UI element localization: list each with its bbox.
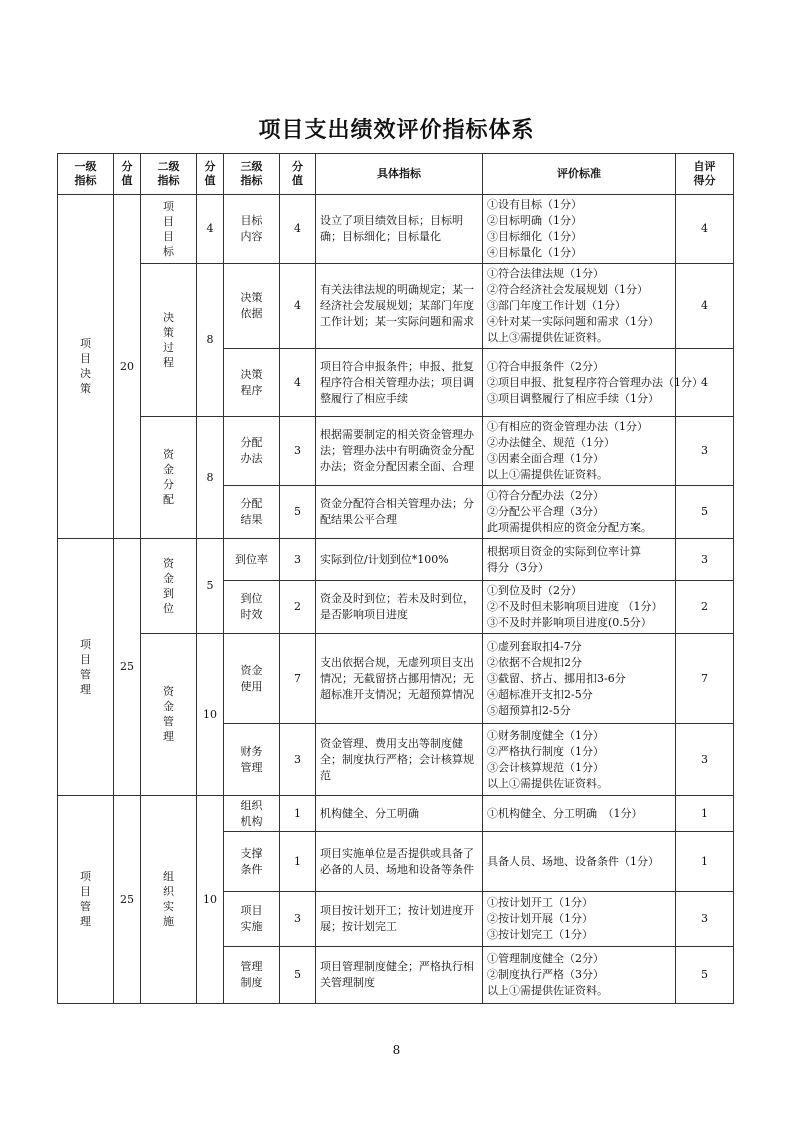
level3-score: 2 bbox=[280, 581, 316, 634]
level1-score: 25 bbox=[114, 796, 141, 1004]
criteria-line: ①符合法律法规（1分） bbox=[487, 267, 604, 280]
level2-name-cell bbox=[141, 539, 197, 634]
indicator-text: 资金管理、费用支出等制度健全；制度执行严格；会计核算规范 bbox=[316, 724, 483, 796]
level3-score: 4 bbox=[280, 349, 316, 417]
criteria-line: ③部门年度工作计划（1分） bbox=[487, 299, 626, 312]
level3-score: 4 bbox=[280, 264, 316, 349]
criteria-cell bbox=[483, 264, 676, 349]
level3-score: 1 bbox=[280, 796, 316, 832]
evaluation-table bbox=[57, 153, 734, 1004]
criteria-line: ①管理制度健全（2分） bbox=[487, 952, 604, 965]
page-title: 项目支出绩效评价指标体系 bbox=[258, 118, 535, 143]
level2-name-cell bbox=[141, 195, 197, 264]
header-level3: 三级 指标 bbox=[224, 154, 280, 195]
level2-score: 10 bbox=[197, 796, 224, 1004]
indicator-text: 资金分配符合相关管理办法；分配结果公平合理 bbox=[316, 486, 483, 539]
table-row bbox=[58, 417, 734, 486]
level1-name: 项目决策 bbox=[80, 337, 91, 395]
level1-score: 20 bbox=[114, 195, 141, 539]
self-score: 3 bbox=[676, 892, 734, 947]
criteria-line: ①机构健全、分工明确 （1分） bbox=[487, 806, 643, 820]
indicator-text: 资金及时到位；若未及时到位，是否影响项目进度 bbox=[316, 581, 483, 634]
criteria-line: ①设有目标（1分） bbox=[487, 198, 582, 211]
level3-score: 3 bbox=[280, 539, 316, 581]
indicator-text: 实际到位/计划到位*100% bbox=[316, 539, 483, 581]
level3-score: 3 bbox=[280, 417, 316, 486]
criteria-line: 根据项目资金的实际到位率计算 bbox=[487, 544, 641, 558]
criteria-cell bbox=[483, 947, 676, 1004]
criteria-line: ①财务制度健全（1分） bbox=[487, 728, 604, 742]
criteria-line: ③因素全面合理（1分） bbox=[487, 452, 604, 465]
criteria-cell bbox=[483, 724, 676, 796]
self-score: 4 bbox=[676, 349, 734, 417]
criteria-line: ①虚列套取扣4-7分 bbox=[487, 639, 582, 653]
criteria-line: ④目标量化（1分） bbox=[487, 246, 582, 259]
criteria-cell bbox=[483, 349, 703, 417]
criteria-line: ②分配公平合理（3分） bbox=[487, 505, 604, 518]
indicator-text: 项目按计划开工；按计划进度开展；按计划完工 bbox=[316, 892, 483, 947]
self-score: 3 bbox=[676, 417, 734, 486]
criteria-line: ②按计划开展（1分） bbox=[487, 912, 593, 925]
level2-name: 资金管理 bbox=[163, 685, 174, 743]
self-score: 7 bbox=[676, 634, 734, 724]
indicator-text: 支出依据合规，无虚列项目支出情况；无截留挤占挪用情况；无超标准开支情况；无超预算情况 bbox=[316, 634, 483, 724]
indicator-text: 项目实施单位是否提供或具备了必备的人员、场地和设备等条件 bbox=[316, 832, 483, 892]
level3-name: 支撑 条件 bbox=[224, 832, 280, 892]
criteria-line: ②办法健全、规范（1分） bbox=[487, 436, 615, 449]
level2-name-cell bbox=[141, 796, 197, 1004]
level2-name: 决策过程 bbox=[163, 310, 174, 369]
table-body bbox=[58, 195, 734, 1004]
table-row bbox=[58, 195, 734, 264]
criteria-cell bbox=[483, 581, 676, 634]
self-score: 1 bbox=[676, 832, 734, 892]
criteria-cell bbox=[483, 417, 676, 486]
level3-name: 目标 内容 bbox=[224, 195, 280, 264]
level3-score: 4 bbox=[280, 195, 316, 264]
level3-name: 到位 时效 bbox=[224, 581, 280, 634]
criteria-line: 以上①需提供佐证资料。 bbox=[487, 776, 608, 790]
criteria-cell bbox=[483, 195, 676, 264]
criteria-line: ①按计划开工（1分） bbox=[487, 896, 593, 909]
criteria-line: 以上①需提供佐证资料。 bbox=[487, 984, 608, 997]
level3-name: 财务 管理 bbox=[224, 724, 280, 796]
indicator-text: 项目符合申报条件；申报、批复程序符合相关管理办法；项目调整履行了相应手续 bbox=[316, 349, 483, 417]
indicator-text: 设立了项目绩效目标；目标明确；目标细化；目标量化 bbox=[316, 195, 483, 264]
level2-name-cell bbox=[141, 417, 197, 539]
criteria-line: ①符合申报条件（2分） bbox=[487, 359, 604, 373]
criteria-cell bbox=[483, 539, 676, 581]
level3-score: 3 bbox=[280, 724, 316, 796]
level3-name: 资金 使用 bbox=[224, 634, 280, 724]
header-score3: 分 值 bbox=[280, 154, 316, 195]
level3-score: 5 bbox=[280, 947, 316, 1004]
self-score: 3 bbox=[676, 724, 734, 796]
criteria-line: 具备人员、场地、设备条件（1分） bbox=[487, 854, 659, 868]
indicator-text: 项目管理制度健全；严格执行相关管理制度 bbox=[316, 947, 483, 1004]
level2-name: 组织实施 bbox=[163, 870, 174, 928]
criteria-cell bbox=[483, 796, 676, 832]
table-row bbox=[58, 796, 734, 832]
level3-score: 3 bbox=[280, 892, 316, 947]
table-row bbox=[58, 634, 734, 724]
criteria-line: ③目标细化（1分） bbox=[487, 230, 582, 243]
page-number: 8 bbox=[392, 1043, 401, 1057]
level3-name: 管理 制度 bbox=[224, 947, 280, 1004]
criteria-cell bbox=[483, 634, 676, 724]
level1-name-cell bbox=[58, 195, 114, 539]
indicator-text: 机构健全、分工明确 bbox=[316, 796, 483, 832]
self-score: 4 bbox=[676, 195, 734, 264]
table-row bbox=[58, 539, 734, 581]
criteria-line: ②目标明确（1分） bbox=[487, 214, 582, 227]
header-level2: 二级 指标 bbox=[141, 154, 197, 195]
header-level1: 一级 指标 bbox=[58, 154, 114, 195]
header-score2: 分 值 bbox=[197, 154, 224, 195]
header-self-score: 自评 得分 bbox=[676, 154, 734, 195]
level2-name-cell bbox=[141, 634, 197, 796]
level2-score: 5 bbox=[197, 539, 224, 634]
self-score: 5 bbox=[676, 486, 734, 539]
level2-score: 10 bbox=[197, 634, 224, 796]
criteria-cell bbox=[483, 486, 676, 539]
self-score: 4 bbox=[676, 264, 734, 349]
criteria-line: 此项需提供相应的资金分配方案。 bbox=[487, 521, 652, 534]
criteria-line: ③项目调整履行了相应手续（1分） bbox=[487, 391, 659, 405]
level2-score: 8 bbox=[197, 417, 224, 539]
header-indicator: 具体指标 bbox=[316, 154, 483, 195]
level2-name-cell bbox=[141, 264, 197, 417]
criteria-cell bbox=[483, 832, 676, 892]
criteria-line: ③会计核算规范（1分） bbox=[487, 760, 604, 774]
header-score1: 分 值 bbox=[114, 154, 141, 195]
self-score: 1 bbox=[676, 796, 734, 832]
level2-score: 8 bbox=[197, 264, 224, 417]
level3-name: 决策 程序 bbox=[224, 349, 280, 417]
criteria-line: ②严格执行制度（1分） bbox=[487, 744, 604, 758]
self-score: 2 bbox=[676, 581, 734, 634]
level3-name: 分配 办法 bbox=[224, 417, 280, 486]
criteria-line: ①到位及时（2分） bbox=[487, 584, 582, 597]
level2-name: 资金分配 bbox=[163, 448, 174, 506]
level3-score: 7 bbox=[280, 634, 316, 724]
criteria-line: ②不及时但未影响项目进度 （1分） bbox=[487, 600, 663, 613]
level1-name-cell bbox=[58, 539, 114, 796]
criteria-line: 以上①需提供佐证资料。 bbox=[487, 468, 608, 481]
level3-name: 到位率 bbox=[224, 539, 280, 581]
level3-name: 组织 机构 bbox=[224, 796, 280, 832]
level1-name: 项目管理 bbox=[80, 637, 91, 696]
criteria-line: ④针对某一实际问题和需求（1分） bbox=[487, 315, 659, 328]
criteria-line: ②制度执行严格（3分） bbox=[487, 968, 604, 981]
level3-name: 分配 结果 bbox=[224, 486, 280, 539]
criteria-line: ①有相应的资金管理办法（1分） bbox=[487, 420, 648, 433]
criteria-line: ③按计划完工（1分） bbox=[487, 928, 593, 941]
level3-score: 1 bbox=[280, 832, 316, 892]
indicator-text: 有关法律法规的明确规定；某一经济社会发展规划；某部门年度工作计划；某一实际问题和需求 bbox=[316, 264, 483, 349]
criteria-line: ②符合经济社会发展规划（1分） bbox=[487, 283, 648, 296]
criteria-cell bbox=[483, 892, 676, 947]
criteria-line: ③截留、挤占、挪用扣3-6分 bbox=[487, 671, 626, 685]
level1-name: 项目管理 bbox=[80, 870, 91, 928]
criteria-line: 得分（3分） bbox=[487, 560, 549, 574]
criteria-line: ①符合分配办法（2分） bbox=[487, 489, 604, 502]
self-score: 3 bbox=[676, 539, 734, 581]
level2-name: 项目目标 bbox=[163, 199, 174, 258]
header-criteria: 评价标准 bbox=[483, 154, 676, 195]
level3-score: 5 bbox=[280, 486, 316, 539]
level1-score: 25 bbox=[114, 539, 141, 796]
criteria-line: 以上③需提供佐证资料。 bbox=[487, 331, 608, 344]
table-row bbox=[58, 264, 734, 349]
level2-name: 资金到位 bbox=[163, 556, 174, 615]
level2-score: 4 bbox=[197, 195, 224, 264]
criteria-line: ④超标准开支扣2-5分 bbox=[487, 687, 593, 701]
indicator-text: 根据需要制定的相关资金管理办法；管理办法中有明确资金分配办法；资金分配因素全面、合理 bbox=[316, 417, 483, 486]
criteria-line: ②项目申报、批复程序符合管理办法（1分） bbox=[487, 375, 703, 389]
table-header-row bbox=[58, 154, 734, 195]
level3-name: 决策 依据 bbox=[224, 264, 280, 349]
level3-name: 项目 实施 bbox=[224, 892, 280, 947]
level1-name-cell bbox=[58, 796, 114, 1004]
self-score: 5 bbox=[676, 947, 734, 1004]
criteria-line: ③不及时并影响项目进度(0.5分） bbox=[487, 616, 652, 629]
criteria-line: ⑤超预算扣2-5分 bbox=[487, 703, 571, 717]
criteria-line: ②依据不合规扣2分 bbox=[487, 655, 582, 669]
